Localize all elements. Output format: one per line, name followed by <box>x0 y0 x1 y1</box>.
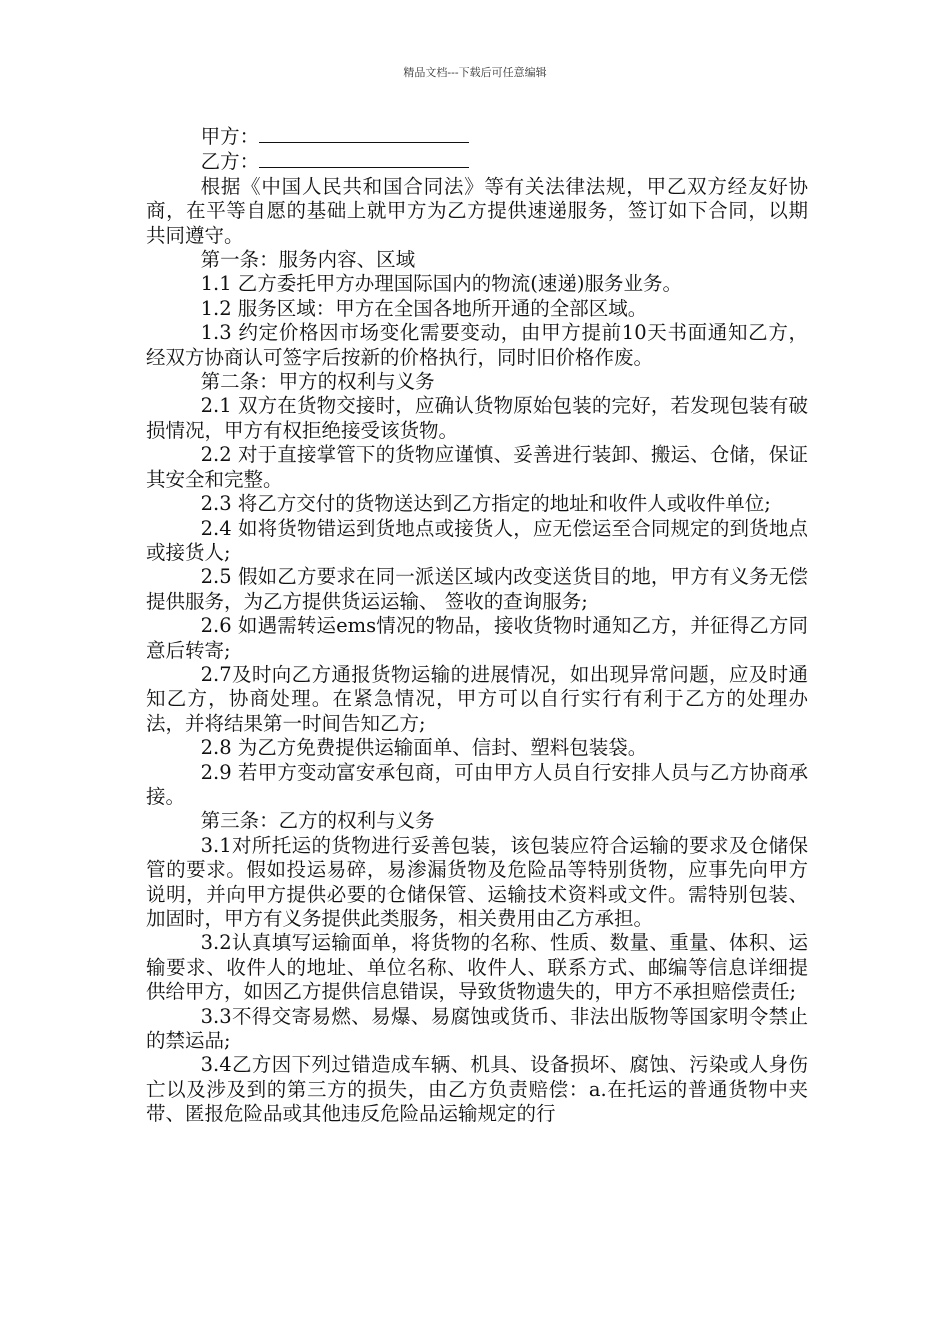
clause-1-3: 1.3 约定价格因市场变化需要变动，由甲方提前10天书面通知乙方，经双方协商认可签字后按新的价格执行，同时旧价格作废。 <box>146 321 808 369</box>
party-b-label: 乙方： <box>200 150 260 174</box>
article-2-title: 第二条：甲方的权利与义务 <box>200 370 435 394</box>
party-b-blank <box>259 149 469 168</box>
clause-2-9: 2.9 若甲方变动富安承包商，可由甲方人员自行安排人员与乙方协商承接。 <box>146 760 808 808</box>
article-1-title: 第一条：服务内容、区域 <box>200 248 416 272</box>
party-a-blank <box>259 124 469 143</box>
party-b-line <box>146 149 808 174</box>
clause-2-3: 2.3 将乙方交付的货物送达到乙方指定的地址和收件人或收件单位; <box>200 492 771 516</box>
intro-paragraph: 根据《中国人民共和国合同法》等有关法律法规，甲乙双方经友好协商，在平等自愿的基础上就甲方为乙方提供速递服务，签订如下合同，以期共同遵守。 <box>146 174 808 247</box>
clause-2-4: 2.4 如将货物错运到货地点或接货人，应无偿运至合同规定的到货地点或接货人; <box>146 516 808 564</box>
clause-2-1: 2.1 双方在货物交接时，应确认货物原始包装的完好，若发现包装有破损情况，甲方有权拒绝接受该货物。 <box>146 394 808 442</box>
clause-3-3: 3.3不得交寄易燃、易爆、易腐蚀或货币、非法出版物等国家明令禁止的禁运品; <box>146 1004 808 1053</box>
clause-3-4: 3.4乙方因下列过错造成车辆、机具、设备损坏、腐蚀、污染或人身伤亡以及涉及到的第三方的损失，由乙方负责赔偿：a.在托运的普通货物中夹带、匿报危险品或其他违反危险品运输规定的行 <box>146 1053 808 1126</box>
clause-2-8: 2.8 为乙方免费提供运输面单、信封、塑料包装袋。 <box>200 736 648 760</box>
clause-2-6: 2.6 如遇需转运ems情况的物品，接收货物时通知乙方，并征得乙方同意后转寄; <box>146 614 808 662</box>
clause-3-1: 3.1对所托运的货物进行妥善包装，该包装应符合运输的要求及仓储保管的要求。假如投运易碎，易渗漏货物及危险品等特别货物，应事先向甲方说明，并向甲方提供必要的仓储保管、运输技术资料或文件。需特别包装、加固时，甲方有义务提供此类服务，相关费用由乙方承担。 <box>146 833 808 930</box>
article-3-title: 第三条：乙方的权利与义务 <box>200 809 435 833</box>
clause-2-2: 2.2 对于直接掌管下的货物应谨慎、妥善进行装卸、搬运、仓储，保证其安全和完整。 <box>146 443 808 491</box>
clause-1-2: 1.2 服务区域：甲方在全国各地所开通的全部区域。 <box>200 296 648 320</box>
party-a-label: 甲方： <box>200 125 260 148</box>
clause-1-1: 1.1 乙方委托甲方办理国际国内的物流(速递)服务业务。 <box>200 272 683 296</box>
clause-3-2: 3.2认真填写运输面单，将货物的名称、性质、数量、重量、体积、运输要求、收件人的地址、单位名称、收件人、联系方式、邮编等信息详细提供给甲方，如因乙方提供信息错误，导致货物遗失的，甲方不承担赔偿责任; <box>146 931 808 1004</box>
page-header: 精品文档---下载后可任意编辑 <box>403 66 547 79</box>
clause-2-5: 2.5 假如乙方要求在同一派送区域内改变送货目的地，甲方有义务无偿提供服务，为乙方提供货运运输、 签收的查询服务; <box>146 565 808 613</box>
party-a-line <box>146 124 808 149</box>
contract-body <box>146 124 808 1127</box>
clause-2-7: 2.7及时向乙方通报货物运输的进展情况，如出现异常问题，应及时通知乙方，协商处理。在紧急情况，甲方可以自行实行有利于乙方的处理办法，并将结果第一时间告知乙方; <box>146 662 808 735</box>
